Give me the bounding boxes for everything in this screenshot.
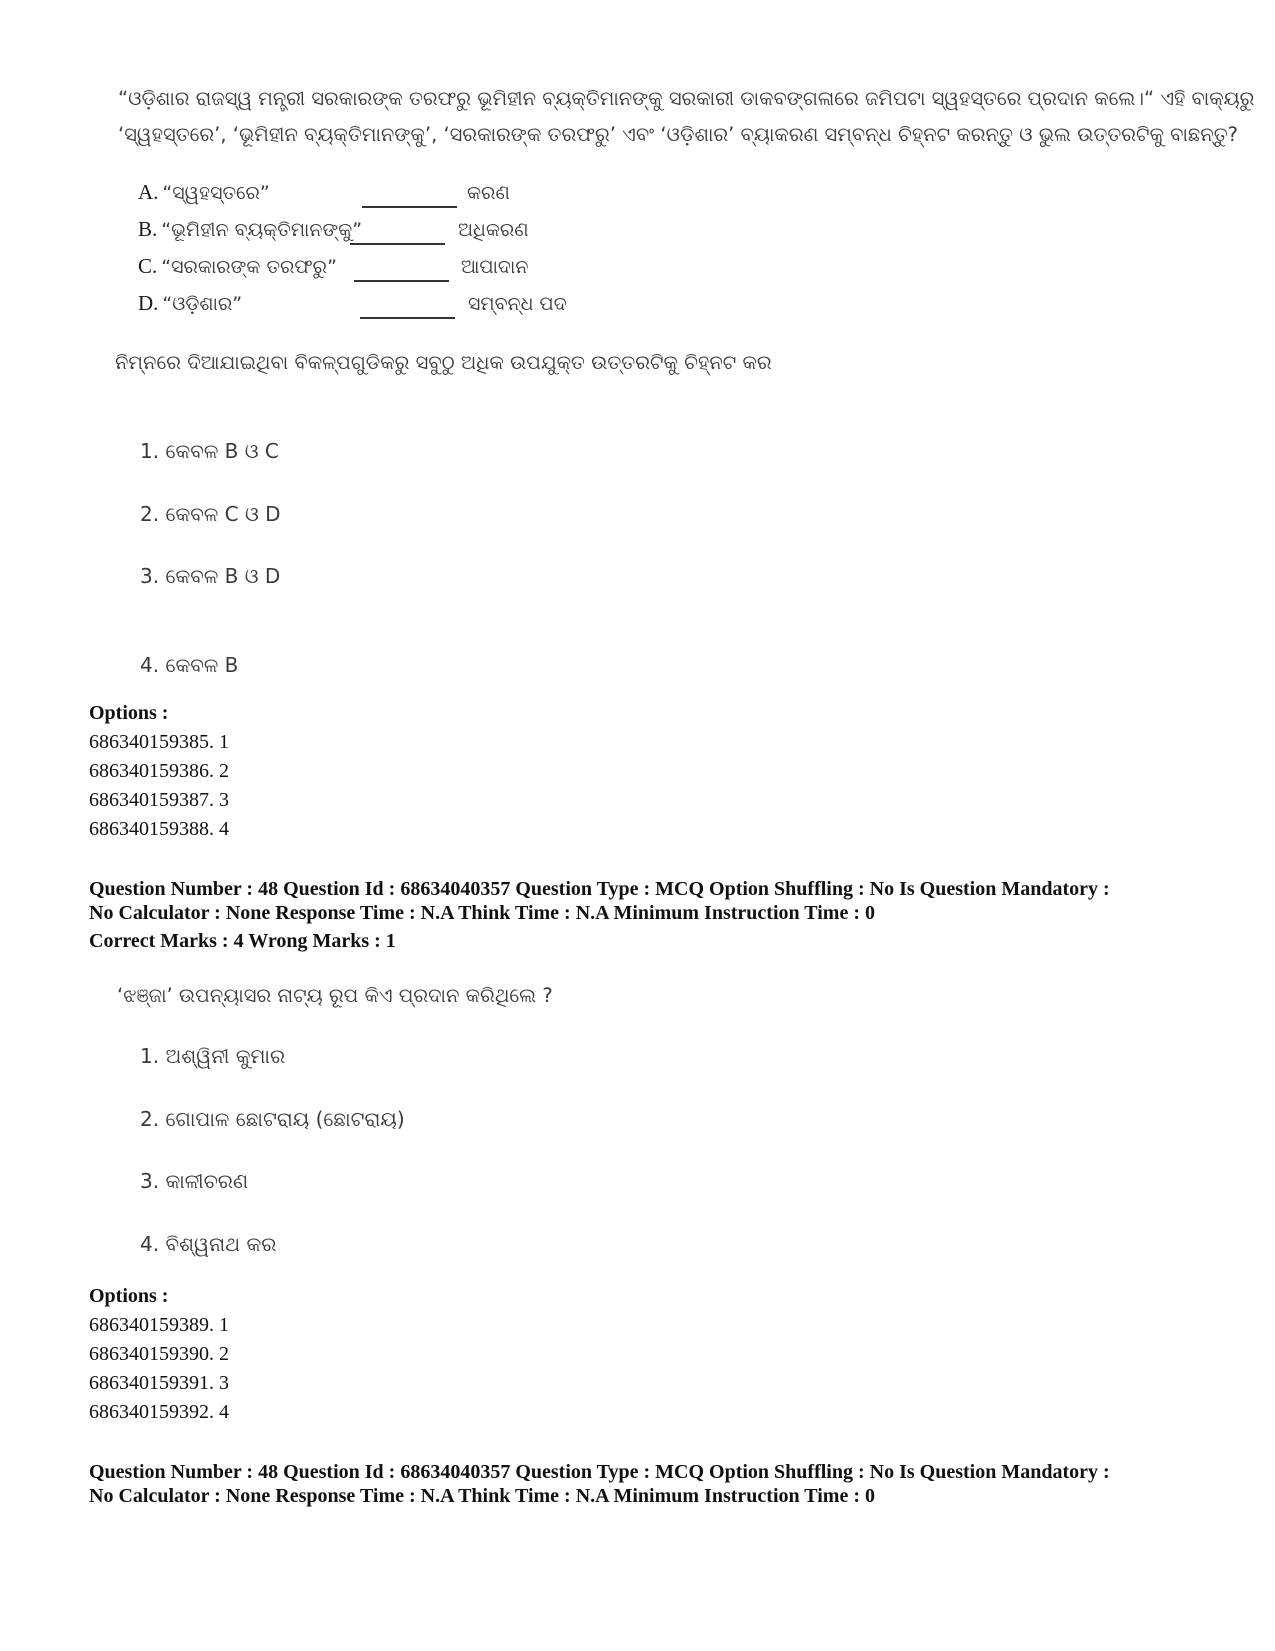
q1-choice-2: 2. କେବଳ C ଓ D — [140, 502, 281, 526]
q2-choice-2: 2. ଗୋପାଳ ଛୋଟରାୟ (ଛୋଟରାୟ) — [140, 1107, 405, 1131]
q1-options-list — [89, 728, 229, 844]
marks-line: Correct Marks : 4 Wrong Marks : 1 — [89, 930, 396, 952]
pair-row-c — [138, 254, 337, 279]
pair-term: “ସ୍ୱହସ୍ତରେ” — [162, 182, 270, 204]
option-item: 686340159385. 1 — [89, 731, 229, 753]
q1-choice-3: 3. କେବଳ B ଓ D — [140, 564, 281, 588]
q1-instruction: ନିମ୍ନରେ ଦିଆଯାଇଥିବା ବିକଳ୍ପଗୁଡିକରୁ ସବୁଠୁ ଅଧିକ ଉପଯୁକ୍ତ ଉତ୍ତରଟିକୁ ଚିହ୍ନଟ କର — [115, 351, 772, 374]
q1-choice-1: 1. କେବଳ B ଓ C — [140, 439, 279, 463]
q2-choice-4: 4. ବିଶ୍ୱନାଥ କର — [140, 1232, 277, 1256]
q2-choice-3: 3. କାଳୀଚରଣ — [140, 1169, 249, 1193]
pair-term: “ଭୂମିହୀନ ବ୍ୟକ୍ତିମାନଙ୍କୁ” — [161, 219, 363, 241]
q2-options-label: Options : — [89, 1285, 169, 1307]
option-item: 686340159392. 4 — [89, 1401, 229, 1423]
pair-blank — [360, 301, 455, 319]
meta-line: No Calculator : None Response Time : N.A Think Time : N.A Minimum Instruction Time : 0 — [89, 1485, 875, 1507]
q2-stem: ‘ଝଞ୍ଜା’ ଉପନ୍ୟାସର ନାଟ୍ୟ ରୂପ କିଏ ପ୍ରଦାନ କରିଥିଲେ ? — [117, 984, 553, 1007]
pair-term: “ସରକାରଙ୍କ ତରଫରୁ” — [161, 256, 337, 278]
q2-options-list — [89, 1311, 229, 1427]
meta-line: Question Number : 48 Question Id : 68634040357 Question Type : MCQ Option Shuffling : No Is Question Mandatory : — [89, 1461, 1110, 1483]
q1-options-label: Options : — [89, 702, 169, 724]
pair-blank — [350, 227, 445, 245]
meta-line: No Calculator : None Response Time : N.A Think Time : N.A Minimum Instruction Time : 0 — [89, 902, 875, 924]
pair-letter: B. — [138, 217, 158, 241]
option-item: 686340159390. 2 — [89, 1343, 229, 1365]
option-item: 686340159386. 2 — [89, 760, 229, 782]
q1-stem-line1: “ଓଡ଼ିଶାର ରାଜସ୍ୱ ମନ୍ତ୍ରୀ ସରକାରଙ୍କ ତରଫରୁ ଭୂମିହୀନ ବ୍ୟକ୍ତିମାନଙ୍କୁ ସରକାରୀ ଡାକବଙ୍ଗଳାରେ ଜମିପଟା ସ୍ୱହସ୍ତରେ ପ୍ରଦାନ କଲେ।“ ଏହି ବାକ୍ୟରୁ — [118, 87, 1255, 110]
option-item: 686340159388. 4 — [89, 818, 229, 840]
pair-row-a — [138, 180, 270, 205]
pair-relation: ଆପାଦାନ — [461, 256, 529, 278]
pair-relation: କରଣ — [467, 182, 510, 204]
q1-choice-4: 4. କେବଳ B — [140, 653, 239, 677]
option-item: 686340159387. 3 — [89, 789, 229, 811]
pair-term: “ଓଡ଼ିଶାର” — [162, 293, 243, 315]
question-meta-2 — [89, 1460, 1209, 1508]
pair-row-d — [138, 291, 242, 316]
pair-blank — [362, 190, 457, 208]
q1-stem-line2: ‘ସ୍ୱହସ୍ତରେ’, ‘ଭୂମିହୀନ ବ୍ୟକ୍ତିମାନଙ୍କୁ’, ‘ସରକାରଙ୍କ ତରଫରୁ’ ଏବଂ ‘ଓଡ଼ିଶାର’ ବ୍ୟାକରଣ ସମ୍ବନ୍ଧ ଚିହ୍ନଟ କରନ୍ତୁ ଓ ଭୁଲ ଉତ୍ତରଟିକୁ ବାଛନ୍ତୁ? — [118, 123, 1238, 146]
q2-choice-1: 1. ଅଶ୍ୱିନୀ କୁମାର — [140, 1044, 286, 1068]
question-meta-1 — [89, 877, 1209, 953]
pair-blank — [354, 264, 449, 282]
pair-relation: ଅଧିକରଣ — [458, 219, 529, 241]
pair-row-b — [138, 217, 362, 242]
pair-letter: C. — [138, 254, 158, 278]
pair-relation: ସମ୍ବନ୍ଧ ପଦ — [468, 293, 567, 315]
pair-letter: D. — [138, 291, 159, 315]
pair-letter: A. — [138, 180, 159, 204]
option-item: 686340159389. 1 — [89, 1314, 229, 1336]
option-item: 686340159391. 3 — [89, 1372, 229, 1394]
meta-line: Question Number : 48 Question Id : 68634040357 Question Type : MCQ Option Shuffling : No Is Question Mandatory : — [89, 878, 1110, 900]
